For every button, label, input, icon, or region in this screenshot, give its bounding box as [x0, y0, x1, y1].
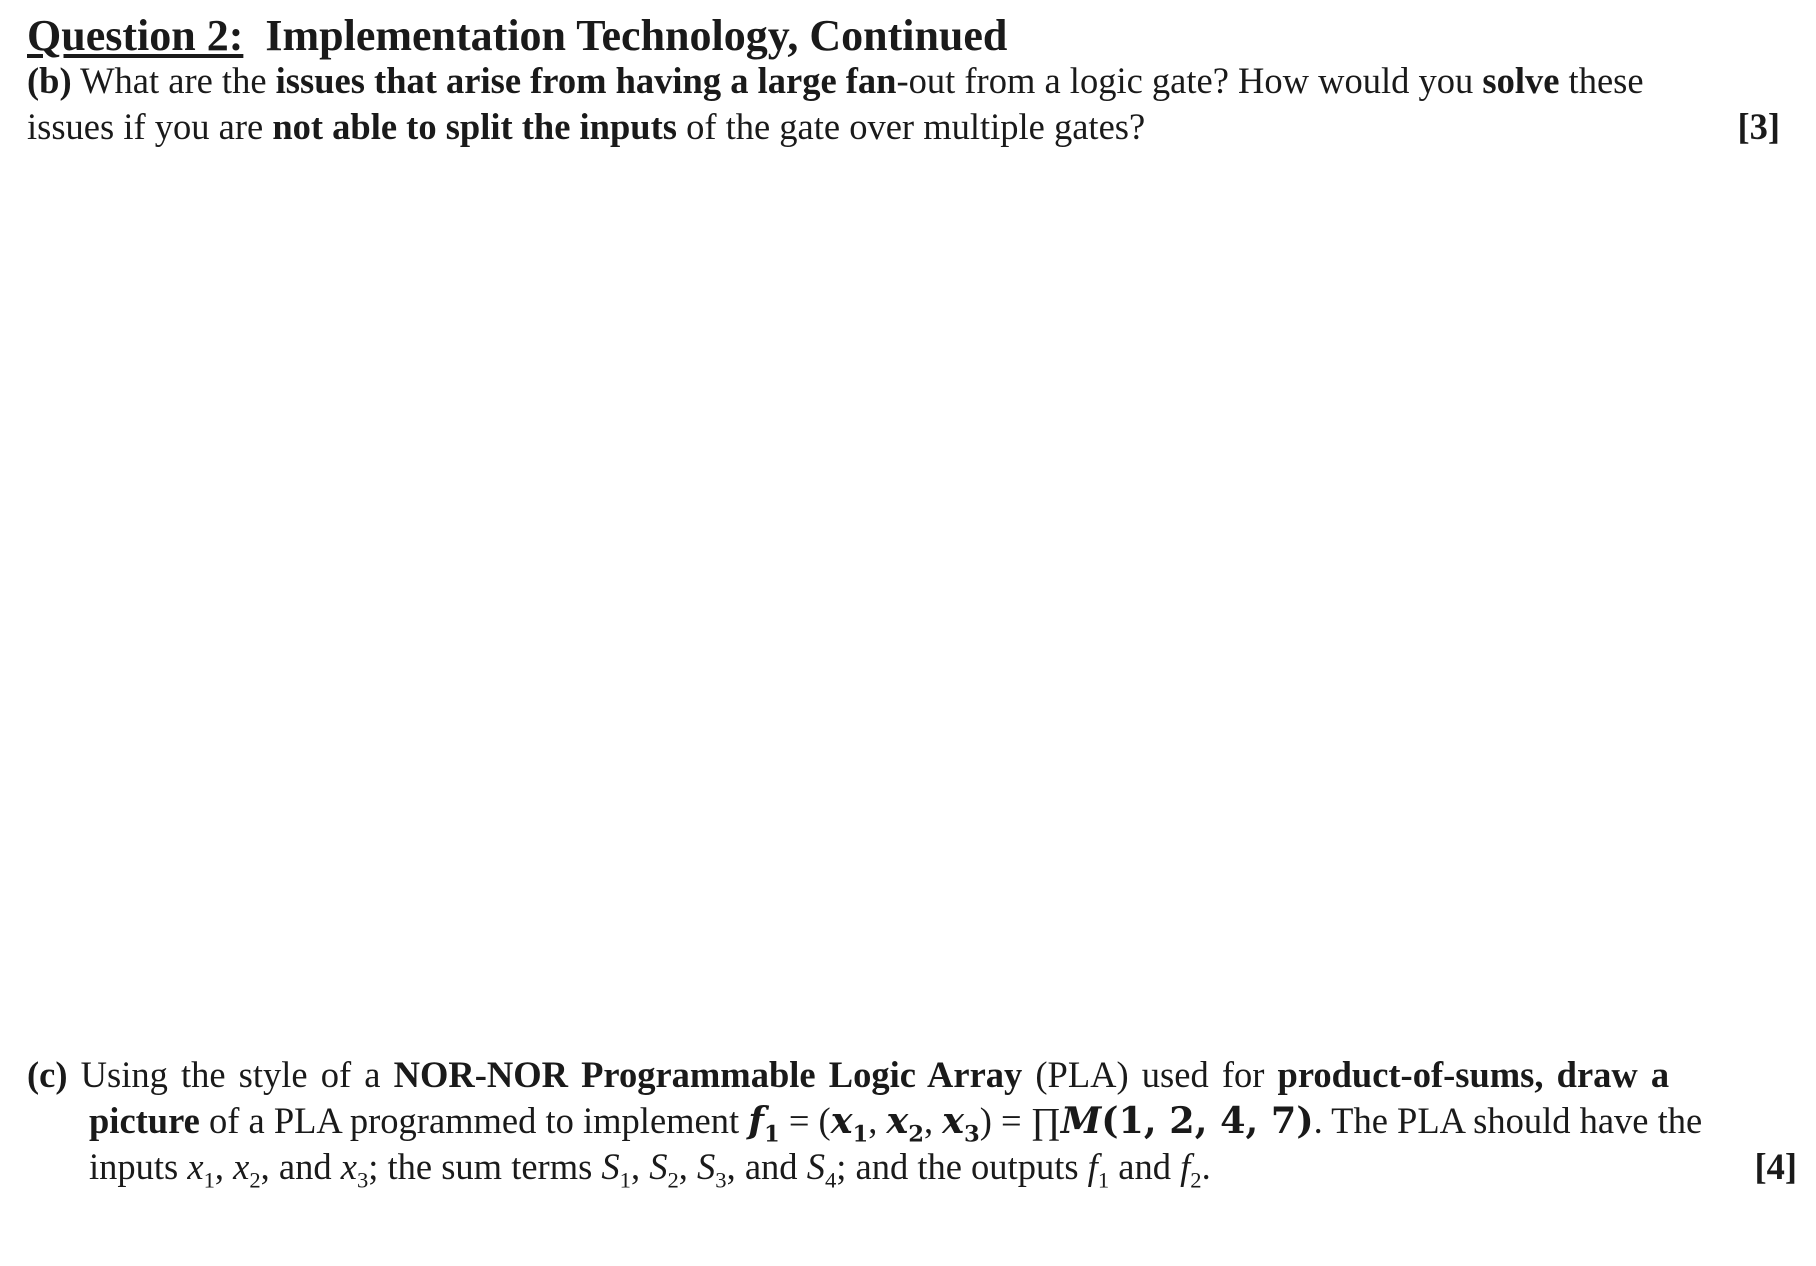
formula-args: (1, 2, 4, 7) — [1101, 1099, 1314, 1142]
part-b-line1-run-3: solve — [1482, 60, 1560, 101]
formula-f-sub: 1 — [763, 1121, 780, 1148]
part-c-text-3a: inputs — [89, 1146, 188, 1187]
part-c-marks: [4] — [1754, 1146, 1797, 1187]
part-b-line1-run-1: issues that arise from having a large fan — [275, 60, 897, 101]
sum-s1-sub: 1 — [619, 1167, 631, 1193]
formula-x2-sub: 2 — [908, 1121, 924, 1148]
output-f1: f — [1087, 1146, 1098, 1187]
part-c-line-1 — [27, 1052, 1797, 1098]
sum-s1: S — [601, 1146, 620, 1187]
sum-s2: S — [649, 1146, 668, 1187]
part-c — [27, 1052, 1797, 1193]
part-b-line2-run-2: of the gate over multiple gates? — [676, 106, 1146, 147]
part-c-line1-run-1: NOR-NOR Programmable Logic Array — [393, 1054, 1023, 1095]
part-b — [27, 58, 1780, 150]
formula-x3-sub: 3 — [964, 1121, 980, 1148]
part-c-line1-run-0: Using the style of a — [80, 1054, 394, 1095]
part-b-text-2 — [27, 106, 1145, 147]
formula-f: f — [748, 1099, 764, 1142]
formula-eq2: ) = ∏ — [979, 1100, 1061, 1141]
formula-M: M — [1060, 1099, 1102, 1142]
part-c-end: . — [1201, 1146, 1211, 1187]
formula-x1: x — [830, 1099, 853, 1142]
sum-s3: S — [697, 1146, 716, 1187]
sum-s4-sub: 4 — [824, 1167, 837, 1193]
question-heading: Implementation Technology, Continued — [265, 11, 1008, 60]
part-c-line1-run-3: product-of-sums, draw a — [1277, 1054, 1670, 1095]
formula-x3: x — [942, 1099, 965, 1142]
input-x1-sub: 1 — [203, 1167, 215, 1193]
part-c-text-3c: ; and the outputs — [836, 1146, 1088, 1187]
part-b-line-1 — [27, 58, 1780, 104]
and-word-1: and — [278, 1146, 332, 1187]
output-f2-sub: 2 — [1190, 1167, 1202, 1193]
output-f1-sub: 1 — [1097, 1167, 1110, 1193]
part-b-line2-run-0: issues if you are — [27, 106, 273, 147]
part-c-text-1 — [81, 1054, 1669, 1095]
part-b-line-2 — [27, 104, 1780, 150]
part-c-text-2b: . The PLA should have the — [1313, 1100, 1703, 1141]
part-c-line-2 — [27, 1098, 1797, 1148]
part-c-line-3: inputs $x_1$, $x_2$, and $x_3$; the sum terms $S_1$, $S_2$, $S_3$, and $S_4$; and the outputs $f_1$ and $f_2$. [4] — [89, 1146, 1797, 1193]
part-b-line1-run-2: -out from a logic gate? How would you — [896, 60, 1483, 101]
pla-formula: $f_1 = (x_1$, $x_2$, $x_3$) = ∏M(1, 2, 4, 7) — [748, 1099, 1314, 1148]
input-x3-sub: 3 — [356, 1167, 369, 1193]
part-b-line2-run-1: not able to split the inputs — [272, 106, 677, 147]
input-x1: x — [187, 1146, 204, 1187]
question-number: Question 2: — [27, 11, 244, 60]
part-c-label: (c) — [27, 1054, 68, 1095]
part-b-line1-run-4: these — [1559, 60, 1644, 101]
part-c-text-3b: ; the sum terms — [368, 1146, 602, 1187]
input-x2: x — [233, 1146, 250, 1187]
input-x2-sub: 2 — [249, 1167, 261, 1193]
part-b-line1-run-0: What are the — [80, 60, 276, 101]
output-f2: f — [1180, 1146, 1191, 1187]
part-b-label: (b) — [27, 60, 72, 101]
part-b-text-1 — [80, 60, 1643, 101]
answer-space-b[interactable] — [27, 160, 1787, 1020]
part-c-picture-word: picture — [89, 1100, 200, 1141]
sum-s4: S — [806, 1146, 825, 1187]
input-x3: x — [340, 1146, 357, 1187]
part-c-line1-run-2: (PLA) used for — [1022, 1054, 1278, 1095]
and-word-2: and — [744, 1146, 798, 1187]
question-title — [27, 10, 1007, 62]
and-word-3: and — [1118, 1146, 1171, 1187]
sum-s3-sub: 3 — [715, 1167, 727, 1193]
formula-x1-sub: 1 — [852, 1121, 869, 1148]
sum-s2-sub: 2 — [667, 1167, 679, 1193]
part-b-marks: [3] — [1737, 106, 1780, 147]
part-c-text-2a: of a PLA programmed to implement — [199, 1100, 749, 1141]
formula-x2: x — [886, 1099, 909, 1142]
formula-eq1: = ( — [779, 1100, 831, 1141]
